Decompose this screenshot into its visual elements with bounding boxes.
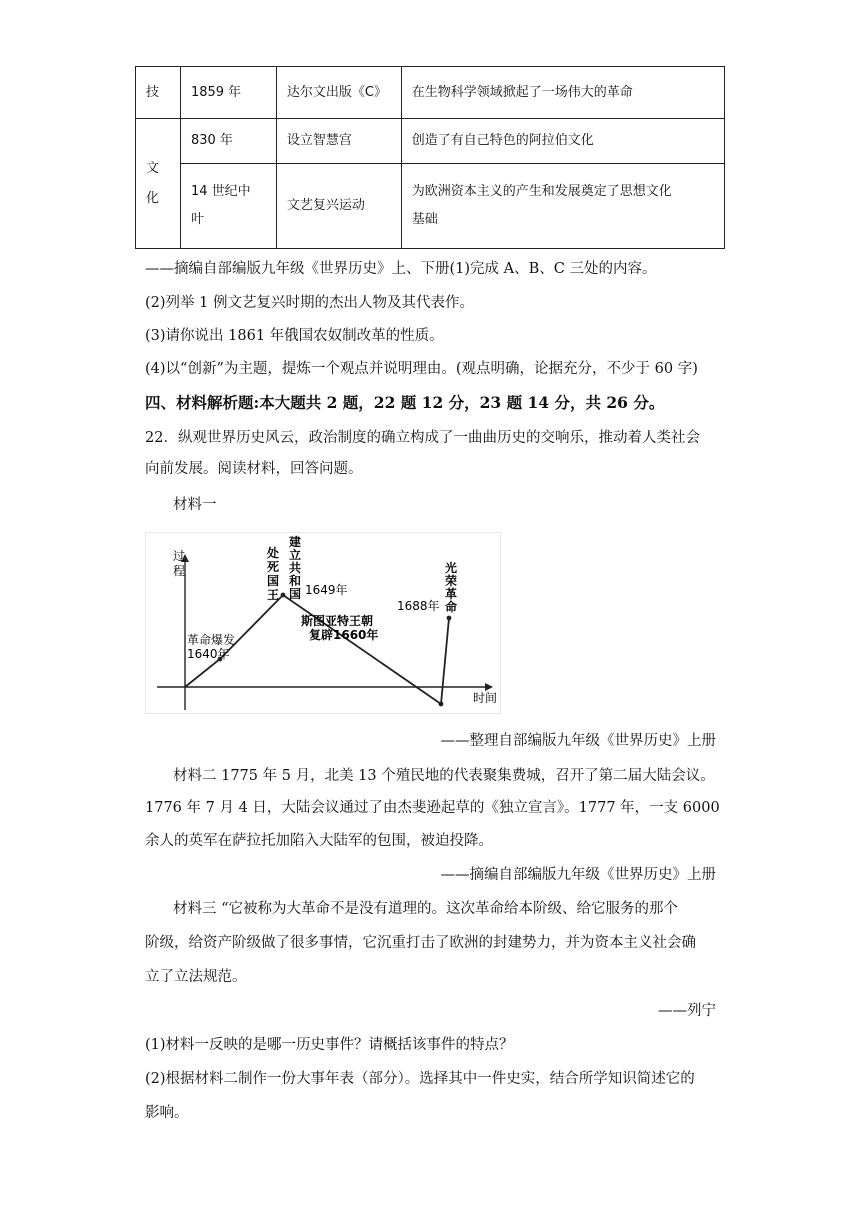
label-1649: 1649年 (305, 583, 348, 597)
year-line: 叶 (190, 212, 204, 227)
impact-cell (401, 164, 724, 249)
category-cell: 技 (136, 67, 181, 119)
q22-intro-line: 向前发展。阅读材料，回答问题。 (145, 461, 363, 477)
y-axis-label-char: 过程 (172, 549, 186, 578)
label-glorious-revolution: 荣 (444, 574, 458, 588)
question-3: (3)请你说出 1861 年俄国农奴制改革的性质。 (145, 328, 444, 344)
event-cell: 设立智慧宫 (276, 119, 401, 164)
label-republic: 和 (288, 574, 302, 588)
event-cell: 文艺复兴运动 (276, 164, 401, 249)
sub-question-1: (1)材料一反映的是哪一历史事件？请概括该事件的特点？ (145, 1037, 514, 1053)
category-char: 文 (146, 160, 160, 176)
category-cell (136, 119, 181, 249)
question-2: (2)列举 1 例文艺复兴时期的杰出人物及其代表作。 (145, 295, 474, 311)
section-heading: 四、材料解析题:本大题共 2 题，22 题 12 分，23 题 14 分，共 26 分。 (145, 393, 665, 412)
table-row (136, 67, 725, 119)
table-source-line: ——摘编自部编版九年级《世界历史》上、下册(1)完成 A、B、C 三处的内容。 (145, 261, 657, 277)
material-2-line: 余人的英军在萨拉托加陷入大陆军的包围，被迫投降。 (145, 833, 493, 849)
table-row (136, 164, 725, 249)
event-cell: 达尔文出版《C》 (276, 67, 401, 119)
material-3-line: 材料三 “它被称为大革命不是没有道理的。这次革命给本阶级、给它服务的那个 (173, 901, 679, 917)
label-republic: 国 (288, 587, 302, 601)
year-cell: 830 年 (180, 119, 276, 164)
x-axis-label: 时间 (473, 691, 498, 705)
label-execute-king: 死 (266, 560, 280, 574)
label-restoration-line2: 复辟1660年 (309, 628, 379, 642)
label-1688: 1688年 (397, 599, 440, 613)
chart-source: ——整理自部编版九年级《世界历史》上册 (440, 733, 716, 749)
achievements-table (135, 66, 725, 249)
impact-line: 基础 (411, 212, 438, 227)
impact-line: 为欧洲资本主义的产生和发展奠定了思想文化 (411, 184, 672, 199)
label-republic: 立 (288, 548, 302, 562)
category-char: 化 (146, 190, 160, 206)
chart-point-1649 (281, 593, 286, 598)
chart-point-1660 (439, 702, 444, 707)
material-1-label: 材料一 (173, 497, 217, 513)
label-glorious-revolution: 光 (444, 561, 458, 575)
material-3-line: 阶级，给资产阶级做了很多事情，它沉重打击了欧洲的封建势力，并为资本主义社会确 (145, 935, 696, 951)
year-cell: 1859 年 (180, 67, 276, 119)
label-restoration-line1: 斯图亚特王朝 (301, 614, 374, 628)
question-4: (4)以“创新”为主题，提炼一个观点并说明理由。(观点明确，论据充分，不少于 60 字) (145, 361, 698, 377)
material-2-line: 材料二 1775 年 5 月，北美 13 个殖民地的代表聚集费城，召开了第二届大陆会议。 (173, 768, 715, 784)
label-glorious-revolution: 命 (444, 600, 458, 614)
table-row (136, 119, 725, 164)
label-execute-king: 王 (266, 588, 280, 602)
q22-intro-line: 22．纵观世界历史风云，政治制度的确立构成了一曲曲历史的交响乐，推动着人类社会 (145, 430, 700, 446)
material-3-source: ——列宁 (658, 1003, 716, 1019)
material-3-line: 立了立法规范。 (145, 969, 247, 985)
label-republic: 建 (288, 535, 302, 549)
label-republic: 共 (288, 561, 302, 575)
label-glorious-revolution: 革 (444, 587, 458, 601)
sub-question-2: (2)根据材料二制作一份大事年表（部分）。选择其中一件史实，结合所学知识简述它的 (145, 1071, 695, 1087)
chart-point-1688 (447, 616, 452, 621)
label-execute-king: 国 (266, 574, 280, 588)
year-cell (180, 164, 276, 249)
material-2-line: 1776 年 7 月 4 日，大陆会议通过了由杰斐逊起草的《独立宣言》。1777 年，一支 6000 (145, 800, 720, 816)
label-execute-king: 处 (266, 546, 280, 560)
label-revolution-outbreak: 革命爆发 (187, 633, 236, 647)
year-line: 14 世纪中 (190, 184, 251, 199)
english-revolution-chart (145, 532, 501, 714)
sub-question-2-cont: 影响。 (145, 1105, 189, 1121)
material-2-source: ——摘编自部编版九年级《世界历史》上册 (440, 867, 716, 883)
label-1640: 1640年 (187, 647, 230, 661)
impact-cell: 在生物科学领域掀起了一场伟大的革命 (401, 67, 724, 119)
impact-cell: 创造了有自己特色的阿拉伯文化 (401, 119, 724, 164)
